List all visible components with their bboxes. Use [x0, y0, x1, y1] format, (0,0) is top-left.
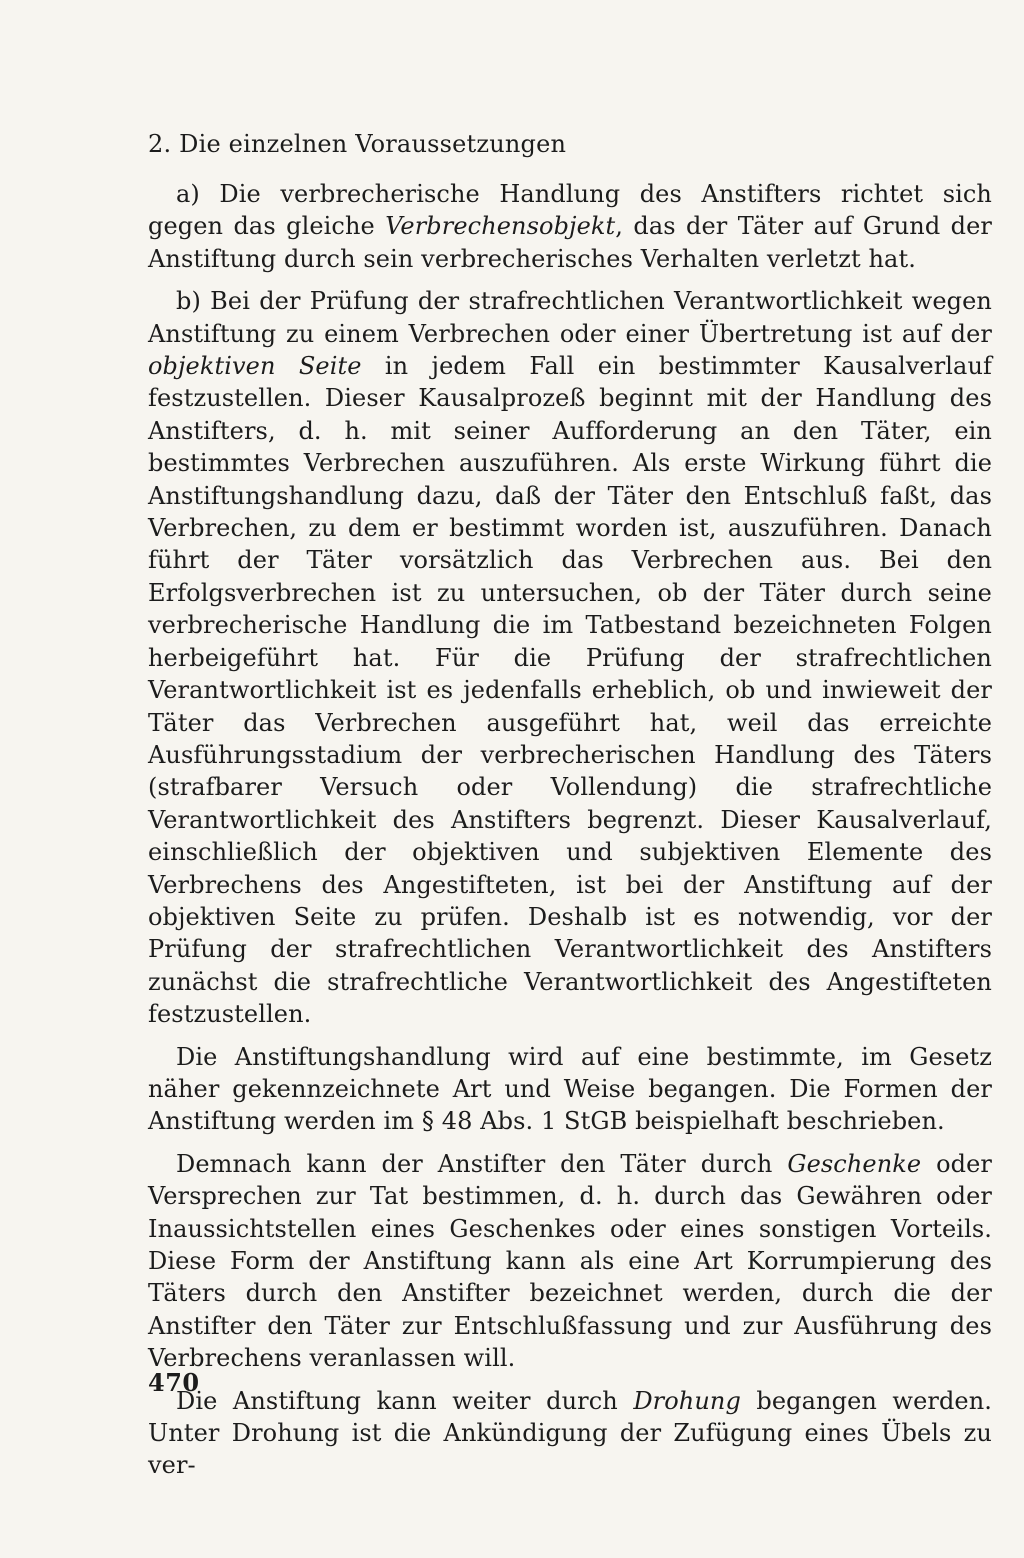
- paragraph: [148, 285, 992, 1030]
- paragraph-text: oder Versprechen zur Tat bestimmen, d. h. durch das Gewähren oder Inaussichtstellen eines Geschenkes oder eines sonstigen Vorteils. Diese Form der Anstiftung kann als eine Art Korrumpierung des Täters durch den Anstifter bezeichnet werden, durch die der Anstifter den Täter zur Entschlußfassung und zur Ausführung des Verbrechens veranlassen will.: [148, 1149, 992, 1373]
- paragraph: [148, 178, 992, 275]
- emphasis-term: objektiven Seite: [148, 352, 362, 381]
- paragraph-text: a) Die verbrecherische Handlung des Anstifters richtet sich gegen das gleiche: [148, 180, 992, 241]
- paragraph: [148, 1041, 992, 1138]
- section-heading: 2. Die einzelnen Voraussetzungen: [148, 130, 567, 158]
- paragraph-text: in jedem Fall ein bestimmter Kausalverlauf festzustellen. Dieser Kausalprozeß beginnt mit der Handlung des Anstifters, d. h. mit seiner Aufforderung an den Täter, ein bestimmtes Verbrechen auszuführen. Als erste Wirkung führt die Anstiftungshandlung dazu, daß der Täter den Entschluß faßt, das Verbrechen, zu dem er bestimmt worden ist, auszuführen. Danach führt der Täter vorsätzlich das Verbrechen aus. Bei den Erfolgsverbrechen ist zu untersuchen, ob der Täter durch seine verbrecherische Handlung die im Tatbestand bezeichneten Folgen herbeigeführt hat. Für die Prüfung der strafrechtlichen Verantwortlichkeit ist es jedenfalls erheblich, ob und inwieweit der Täter das Verbrechen ausgeführt hat, weil das erreichte Ausführungsstadium der verbrecherischen Handlung des Täters (strafbarer Versuch oder Vollendung) die strafrechtliche Verantwortlichkeit des Anstifters begrenzt. Dieser Kausalverlauf, einschließlich der objektiven und subjektiven Elemente des Verbrechens des Angestifteten, ist bei der Anstiftung auf der objektiven Seite zu prüfen. Deshalb ist es notwendig, vor der Prüfung der strafrechtlichen Verantwortlichkeit des Anstifters zunächst die strafrechtliche Verantwortlichkeit des Angestifteten festzustellen.: [148, 352, 992, 1029]
- paragraph-text: Die Anstiftung kann weiter durch: [176, 1386, 634, 1415]
- emphasis-term: Drohung: [633, 1386, 741, 1415]
- paragraph-text: , das der Täter auf Grund der Anstiftung durch sein verbrecherisches Verhalten verletzt hat.: [148, 212, 992, 273]
- paragraph-text: Demnach kann der Anstifter den Täter durch: [176, 1149, 788, 1178]
- page-number: 470: [148, 1368, 200, 1397]
- paragraph-text: b) Bei der Prüfung der strafrechtlichen Verantwortlichkeit wegen Anstiftung zu einem Verbrechen oder einer Übertretung ist auf der: [148, 287, 992, 348]
- paragraph: [148, 1385, 992, 1482]
- paragraph: [148, 1148, 992, 1375]
- emphasis-term: Verbrechensobjekt: [385, 212, 616, 241]
- page-body: [148, 128, 992, 1492]
- paragraph-text: begangen werden. Unter Drohung ist die Ankündigung der Zufügung eines Übels zu ver-: [148, 1386, 992, 1480]
- emphasis-term: Geschenke: [787, 1149, 922, 1178]
- paragraph-text: Die Anstiftungshandlung wird auf eine bestimmte, im Gesetz näher gekennzeichnete Art und Weise begangen. Die Formen der Anstiftung werden im § 48 Abs. 1 StGB beispielhaft beschrieben.: [148, 1042, 992, 1136]
